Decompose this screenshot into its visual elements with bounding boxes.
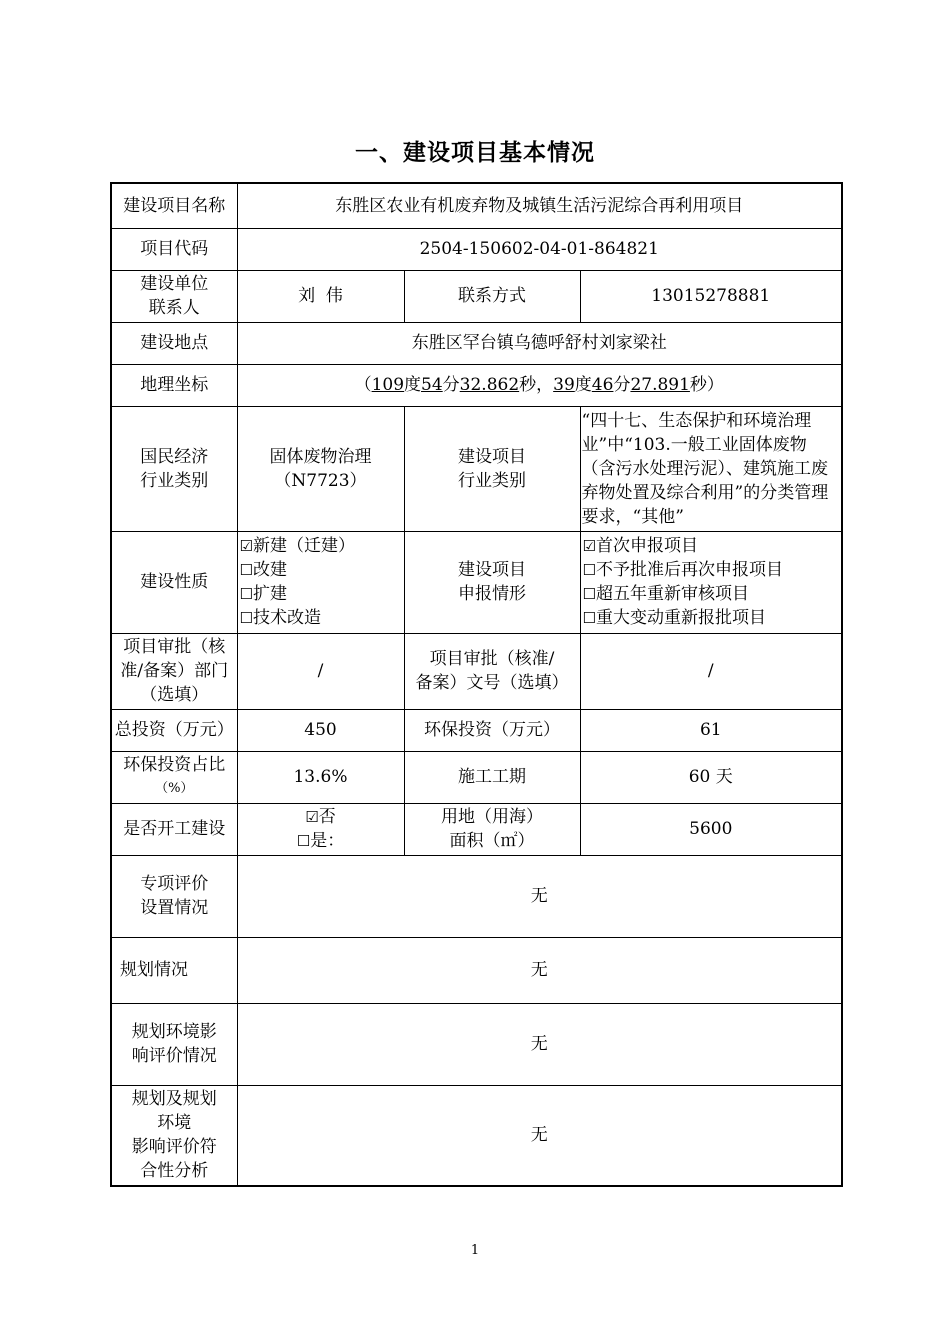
label-period: 施工工期 bbox=[404, 751, 580, 803]
project-info-table bbox=[110, 182, 843, 1187]
option-first-submission[interactable]: ☑首次申报项目 bbox=[582, 536, 698, 556]
label-conformity: 规划及规划 环境 影响评价符 合性分析 bbox=[111, 1085, 237, 1186]
row-started bbox=[111, 803, 842, 855]
row-investment bbox=[111, 709, 842, 751]
value-industry: 固体废物治理 （N7723） bbox=[237, 406, 404, 531]
value-contact-name: 刘 伟 bbox=[237, 270, 404, 322]
label-location: 建设地点 bbox=[111, 322, 237, 364]
option-expand[interactable]: ☐扩建 bbox=[239, 584, 287, 604]
label-ratio: 环保投资占比 （%） bbox=[111, 751, 237, 803]
value-period: 60 天 bbox=[580, 751, 842, 803]
started-options bbox=[237, 803, 404, 855]
empty-box-icon: ☐ bbox=[239, 561, 253, 579]
empty-box-icon: ☐ bbox=[296, 832, 311, 850]
checked-box-icon: ☑ bbox=[305, 808, 319, 826]
row-nature bbox=[111, 531, 842, 633]
value-approval-doc: / bbox=[580, 633, 842, 709]
row-planning-eia bbox=[111, 1003, 842, 1085]
checked-box-icon: ☑ bbox=[582, 537, 596, 555]
empty-box-icon: ☐ bbox=[239, 585, 253, 603]
label-industry-category: 建设项目 行业类别 bbox=[404, 406, 580, 531]
label-contact: 建设单位 联系人 bbox=[111, 270, 237, 322]
checked-box-icon: ☑ bbox=[239, 537, 253, 555]
label-investment: 总投资（万元） bbox=[111, 709, 237, 751]
row-planning bbox=[111, 937, 842, 1003]
value-ratio: 13.6% bbox=[237, 751, 404, 803]
value-planning: 无 bbox=[237, 937, 842, 1003]
option-major-change[interactable]: ☐重大变动重新报批项目 bbox=[582, 608, 766, 628]
option-not-started[interactable]: ☑否 bbox=[305, 807, 336, 827]
option-resubmission[interactable]: ☐不予批准后再次申报项目 bbox=[582, 560, 783, 580]
label-situation: 建设项目 申报情形 bbox=[404, 531, 580, 633]
value-approval-dept: / bbox=[237, 633, 404, 709]
row-special-eval bbox=[111, 855, 842, 937]
row-coords bbox=[111, 364, 842, 406]
row-industry bbox=[111, 406, 842, 531]
value-planning-eia: 无 bbox=[237, 1003, 842, 1085]
label-planning-eia: 规划环境影 响评价情况 bbox=[111, 1003, 237, 1085]
page-title: 一、建设项目基本情况 bbox=[355, 140, 595, 166]
nature-options bbox=[237, 531, 404, 633]
label-planning: 规划情况 bbox=[111, 937, 237, 1003]
value-env-investment: 61 bbox=[580, 709, 842, 751]
option-started[interactable]: ☐是： bbox=[296, 831, 345, 851]
option-new[interactable]: ☑新建（迁建） bbox=[239, 536, 355, 556]
label-coords: 地理坐标 bbox=[111, 364, 237, 406]
option-tech-upgrade[interactable]: ☐技术改造 bbox=[239, 608, 321, 628]
label-approval-doc: 项目审批（核准/ 备案）文号（选填） bbox=[404, 633, 580, 709]
row-location bbox=[111, 322, 842, 364]
label-started: 是否开工建设 bbox=[111, 803, 237, 855]
empty-box-icon: ☐ bbox=[582, 561, 596, 579]
label-phone: 联系方式 bbox=[404, 270, 580, 322]
value-coords: （109度54分32.862秒，39度46分27.891秒） bbox=[237, 364, 842, 406]
value-project-name: 东胜区农业有机废弃物及城镇生活污泥综合再利用项目 bbox=[237, 183, 842, 228]
label-env-investment: 环保投资（万元） bbox=[404, 709, 580, 751]
empty-box-icon: ☐ bbox=[582, 609, 596, 627]
empty-box-icon: ☐ bbox=[582, 585, 596, 603]
situation-options bbox=[580, 531, 842, 633]
value-investment: 450 bbox=[237, 709, 404, 751]
option-rebuild[interactable]: ☐改建 bbox=[239, 560, 287, 580]
label-project-name: 建设项目名称 bbox=[111, 183, 237, 228]
empty-box-icon: ☐ bbox=[239, 609, 253, 627]
label-area: 用地（用海） 面积（㎡） bbox=[404, 803, 580, 855]
value-industry-category: “四十七、生态保护和环境治理业”中“103.一般工业固体废物（含污水处理污泥）、建筑施工废弃物处置及综合利用”的分类管理要求，“其他” bbox=[580, 406, 842, 531]
row-approval bbox=[111, 633, 842, 709]
row-project-code bbox=[111, 228, 842, 270]
option-five-year-review[interactable]: ☐超五年重新审核项目 bbox=[582, 584, 749, 604]
label-project-code: 项目代码 bbox=[111, 228, 237, 270]
row-conformity bbox=[111, 1085, 842, 1186]
label-nature: 建设性质 bbox=[111, 531, 237, 633]
label-approval-dept: 项目审批（核 准/备案）部门 （选填） bbox=[111, 633, 237, 709]
value-location: 东胜区罕台镇乌德呼舒村刘家梁社 bbox=[237, 322, 842, 364]
label-industry: 国民经济 行业类别 bbox=[111, 406, 237, 531]
value-phone: 13015278881 bbox=[580, 270, 842, 322]
value-conformity: 无 bbox=[237, 1085, 842, 1186]
row-ratio bbox=[111, 751, 842, 803]
value-area: 5600 bbox=[580, 803, 842, 855]
page-number: 1 bbox=[470, 1243, 480, 1258]
row-contact bbox=[111, 270, 842, 322]
label-special-eval: 专项评价 设置情况 bbox=[111, 855, 237, 937]
value-project-code: 2504-150602-04-01-864821 bbox=[237, 228, 842, 270]
row-project-name bbox=[111, 183, 842, 228]
value-special-eval: 无 bbox=[237, 855, 842, 937]
